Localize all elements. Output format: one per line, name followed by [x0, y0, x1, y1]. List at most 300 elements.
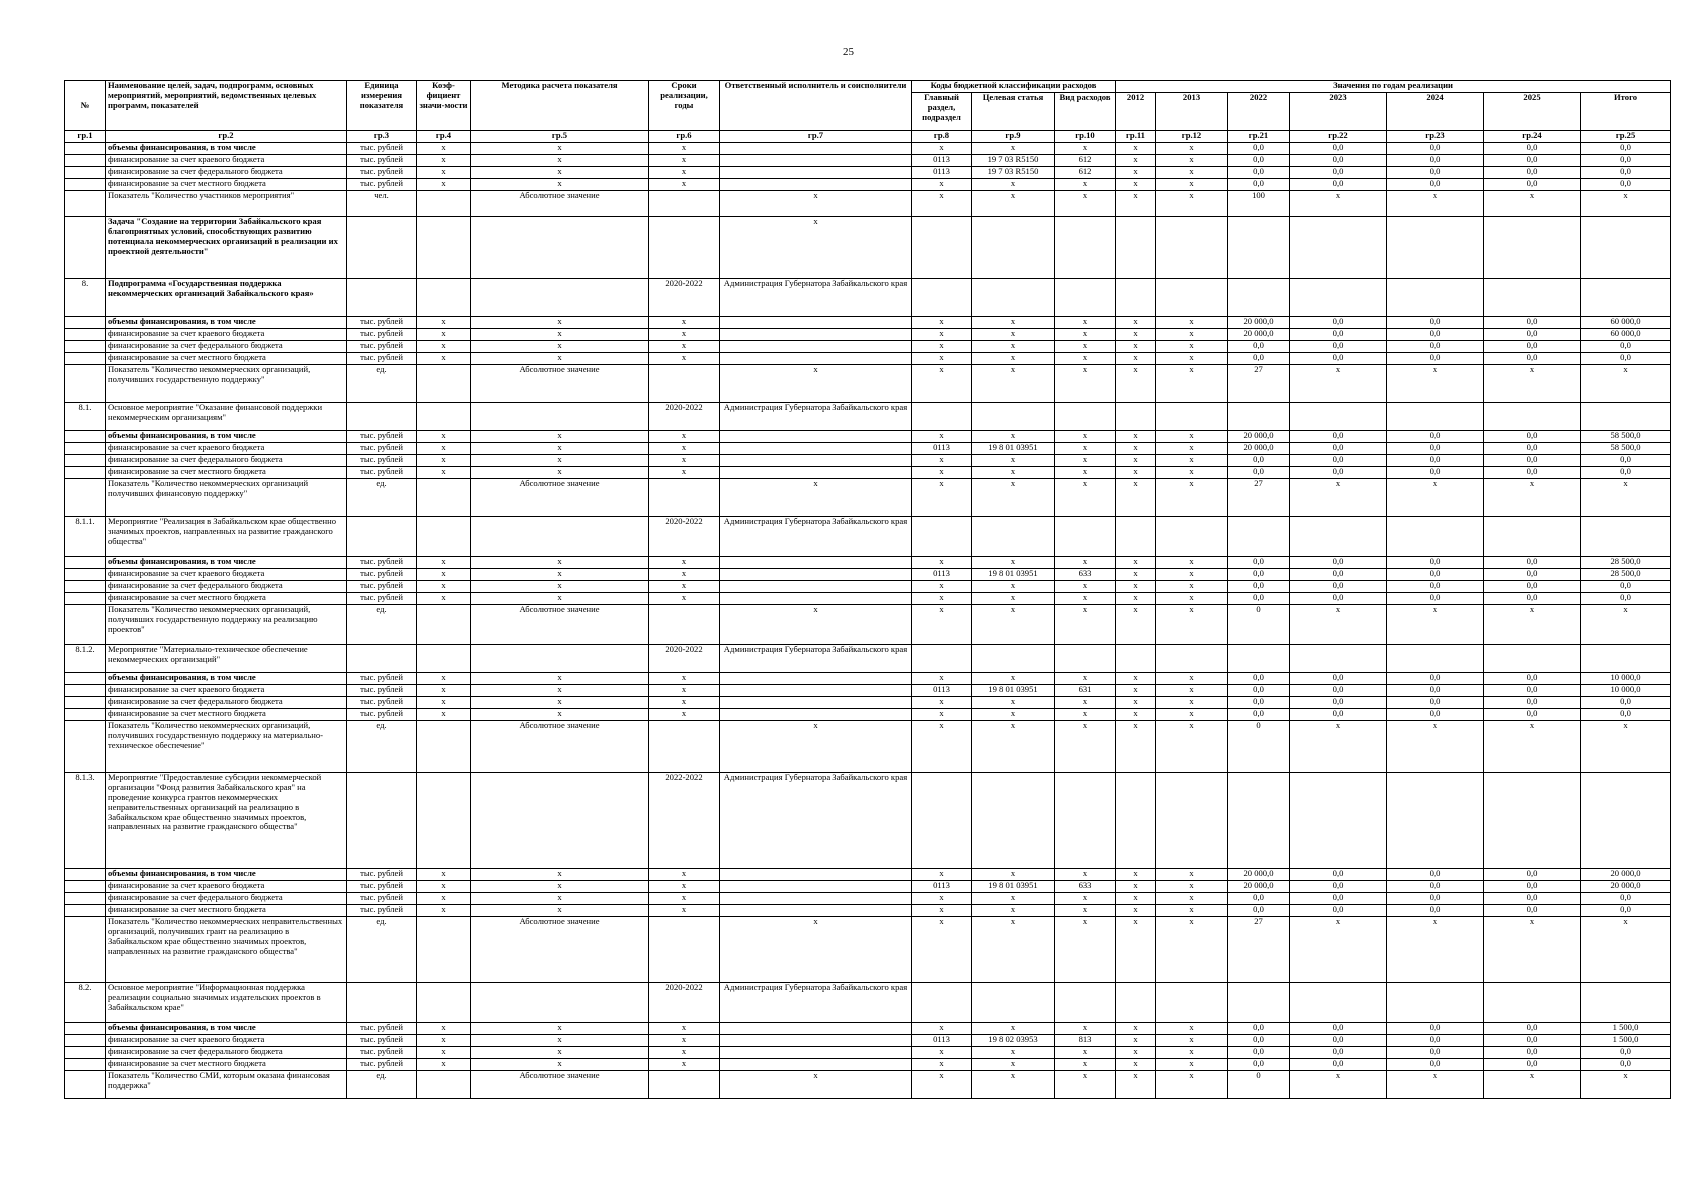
table-cell: x [1116, 353, 1156, 365]
table-cell: x [649, 581, 720, 593]
table-cell: x [1156, 869, 1228, 881]
table-cell [720, 155, 912, 167]
table-cell: x [1156, 479, 1228, 517]
row-name-cell: объемы финансирования, в том числе [106, 143, 347, 155]
table-cell: x [1156, 581, 1228, 593]
table-cell [649, 191, 720, 217]
table-cell: x [1055, 365, 1116, 403]
table-cell: 27 [1228, 479, 1290, 517]
table-cell [720, 455, 912, 467]
table-cell: 0,0 [1387, 697, 1484, 709]
table-cell: x [417, 443, 471, 455]
table-cell: 0,0 [1484, 143, 1581, 155]
table-cell: x [972, 1059, 1055, 1071]
table-cell: x [1055, 673, 1116, 685]
table-cell: 0,0 [1290, 709, 1387, 721]
row-name-cell: Задача "Создание на территории Забайкальского края благоприятных условий, способствующих развитию потенциала некоммерческих организаций в реализации их проектной деятельности" [106, 217, 347, 279]
row-name-cell: Показатель "Количество участников мероприятия" [106, 191, 347, 217]
table-cell: Абсолютное значение [471, 191, 649, 217]
table-cell: 0,0 [1484, 709, 1581, 721]
table-cell: 0,0 [1484, 443, 1581, 455]
table-cell: 0,0 [1484, 341, 1581, 353]
table-cell: 2020-2022 [649, 517, 720, 557]
table-cell [347, 773, 417, 869]
column-number-cell: гр.24 [1484, 131, 1581, 143]
table-cell: x [1387, 721, 1484, 773]
table-cell: x [1156, 353, 1228, 365]
table-cell [912, 279, 972, 317]
row-name-cell: финансирование за счет краевого бюджета [106, 569, 347, 581]
table-cell: x [649, 709, 720, 721]
table-cell: x [471, 467, 649, 479]
table-row [65, 721, 1671, 773]
table-cell: x [1484, 191, 1581, 217]
table-cell: тыс. рублей [347, 143, 417, 155]
table-cell [912, 773, 972, 869]
table-cell: 0,0 [1290, 1023, 1387, 1035]
table-cell: 0113 [912, 167, 972, 179]
table-cell: x [1387, 191, 1484, 217]
table-cell: 20 000,0 [1228, 329, 1290, 341]
table-cell: x [1484, 365, 1581, 403]
table-row [65, 167, 1671, 179]
table-cell: x [1116, 721, 1156, 773]
table-cell: x [1055, 455, 1116, 467]
table-cell: 0,0 [1228, 155, 1290, 167]
table-cell: 0,0 [1484, 155, 1581, 167]
table-cell: x [417, 179, 471, 191]
table-cell [417, 517, 471, 557]
table-cell [1290, 403, 1387, 431]
table-cell: x [972, 317, 1055, 329]
table-cell [1055, 217, 1116, 279]
row-name-cell: Основное мероприятие "Оказание финансовой поддержки некоммерческим организациям" [106, 403, 347, 431]
table-cell: тыс. рублей [347, 1047, 417, 1059]
table-cell: 20 000,0 [1228, 443, 1290, 455]
table-row [65, 341, 1671, 353]
table-cell: x [1116, 569, 1156, 581]
table-body [65, 131, 1671, 1099]
table-cell: ед. [347, 1071, 417, 1099]
header-expense-type: Вид расходов [1055, 93, 1116, 131]
table-cell: Администрация Губернатора Забайкальского края [720, 279, 912, 317]
table-cell: 19 8 01 03951 [972, 443, 1055, 455]
table-cell: x [1156, 191, 1228, 217]
table-cell: x [720, 605, 912, 645]
table-row [65, 557, 1671, 569]
table-cell: x [1116, 605, 1156, 645]
table-cell [1228, 983, 1290, 1023]
table-row [65, 697, 1671, 709]
table-cell [649, 917, 720, 983]
table-cell: x [1116, 467, 1156, 479]
table-cell: x [1156, 467, 1228, 479]
table-cell: 0,0 [1387, 1023, 1484, 1035]
table-cell: x [912, 721, 972, 773]
table-cell: 0,0 [1228, 893, 1290, 905]
table-cell: 0,0 [1387, 143, 1484, 155]
table-cell: 0,0 [1581, 167, 1671, 179]
table-cell: 2020-2022 [649, 279, 720, 317]
table-cell: x [1156, 881, 1228, 893]
table-cell: Администрация Губернатора Забайкальского края [720, 403, 912, 431]
table-cell: 0,0 [1484, 869, 1581, 881]
row-number-cell: 8.1.1. [65, 517, 106, 557]
table-cell: x [972, 431, 1055, 443]
table-row [65, 155, 1671, 167]
table-cell: тыс. рублей [347, 697, 417, 709]
table-cell: x [720, 365, 912, 403]
table-cell [417, 721, 471, 773]
table-cell [1290, 517, 1387, 557]
row-name-cell: финансирование за счет местного бюджета [106, 709, 347, 721]
table-cell: x [417, 893, 471, 905]
table-cell [1484, 517, 1581, 557]
table-cell: x [1581, 1071, 1671, 1099]
table-cell: x [972, 467, 1055, 479]
table-cell [972, 645, 1055, 673]
row-number-cell [65, 479, 106, 517]
table-cell [912, 983, 972, 1023]
table-cell: x [417, 467, 471, 479]
table-cell: 0,0 [1484, 569, 1581, 581]
table-cell: 0113 [912, 685, 972, 697]
table-cell: x [972, 329, 1055, 341]
table-cell [471, 645, 649, 673]
row-number-cell [65, 697, 106, 709]
table-row [65, 1023, 1671, 1035]
table-cell: x [649, 431, 720, 443]
table-cell: x [972, 709, 1055, 721]
table-cell: x [649, 593, 720, 605]
table-cell: x [912, 557, 972, 569]
table-cell: x [471, 317, 649, 329]
table-cell: x [471, 431, 649, 443]
table-cell: x [1156, 1047, 1228, 1059]
table-cell: x [972, 905, 1055, 917]
table-cell: x [1055, 341, 1116, 353]
table-cell: x [1387, 605, 1484, 645]
row-name-cell: финансирование за счет местного бюджета [106, 593, 347, 605]
table-cell [1055, 773, 1116, 869]
table-cell: x [417, 353, 471, 365]
table-cell: x [1387, 1071, 1484, 1099]
table-cell: 0,0 [1387, 709, 1484, 721]
table-cell: x [1156, 685, 1228, 697]
table-cell [1387, 403, 1484, 431]
row-name-cell: Показатель "Количество некоммерческих организаций, получивших государственную поддержку на реализацию проектов" [106, 605, 347, 645]
row-name-cell: объемы финансирования, в том числе [106, 673, 347, 685]
table-cell: x [912, 431, 972, 443]
table-cell [1228, 403, 1290, 431]
table-cell: x [1055, 697, 1116, 709]
table-row [65, 431, 1671, 443]
row-number-cell [65, 581, 106, 593]
table-cell: тыс. рублей [347, 569, 417, 581]
table-cell: x [417, 881, 471, 893]
table-cell [1156, 217, 1228, 279]
table-cell: 0,0 [1484, 581, 1581, 593]
table-cell [720, 881, 912, 893]
table-cell: x [1116, 479, 1156, 517]
table-cell: x [1290, 721, 1387, 773]
table-cell: x [972, 605, 1055, 645]
table-cell: 0,0 [1581, 467, 1671, 479]
table-cell: x [972, 365, 1055, 403]
table-cell: x [1116, 581, 1156, 593]
table-cell [417, 917, 471, 983]
table-cell: 10 000,0 [1581, 673, 1671, 685]
table-cell: 633 [1055, 569, 1116, 581]
table-cell: x [417, 329, 471, 341]
table-cell: x [972, 455, 1055, 467]
table-cell: x [417, 1035, 471, 1047]
table-cell: x [1055, 557, 1116, 569]
table-cell: 2020-2022 [649, 983, 720, 1023]
table-cell: 0,0 [1581, 179, 1671, 191]
table-cell: 0,0 [1387, 341, 1484, 353]
table-row [65, 217, 1671, 279]
table-cell [1290, 645, 1387, 673]
table-cell: 0,0 [1387, 1047, 1484, 1059]
header-year-2012: 2012 [1116, 93, 1156, 131]
table-cell: x [649, 1035, 720, 1047]
table-cell: 0,0 [1484, 905, 1581, 917]
column-number-cell: гр.7 [720, 131, 912, 143]
table-cell: x [1290, 605, 1387, 645]
column-number-cell: гр.3 [347, 131, 417, 143]
table-cell: x [720, 721, 912, 773]
table-cell [720, 1059, 912, 1071]
table-cell: 2020-2022 [649, 403, 720, 431]
table-cell [471, 773, 649, 869]
table-cell: x [1055, 1047, 1116, 1059]
table-cell: 0,0 [1581, 341, 1671, 353]
table-cell: 0,0 [1581, 155, 1671, 167]
table-cell [417, 773, 471, 869]
table-cell: x [417, 317, 471, 329]
table-cell: x [1484, 1071, 1581, 1099]
column-number-cell: гр.23 [1387, 131, 1484, 143]
table-cell [649, 217, 720, 279]
row-name-cell: финансирование за счет федерального бюджета [106, 341, 347, 353]
table-cell: 0,0 [1290, 685, 1387, 697]
header-year-2013: 2013 [1156, 93, 1228, 131]
table-cell: x [1156, 443, 1228, 455]
row-name-cell: объемы финансирования, в том числе [106, 317, 347, 329]
table-cell [347, 517, 417, 557]
table-cell: 2022-2022 [649, 773, 720, 869]
row-name-cell: Показатель "Количество СМИ, которым оказана финансовая поддержка" [106, 1071, 347, 1099]
table-cell: тыс. рублей [347, 869, 417, 881]
table-cell: x [1055, 431, 1116, 443]
table-cell: 0 [1228, 1071, 1290, 1099]
table-cell: x [649, 905, 720, 917]
table-cell: x [1116, 1047, 1156, 1059]
table-cell: x [1055, 593, 1116, 605]
table-cell [720, 697, 912, 709]
table-cell [972, 279, 1055, 317]
table-cell: чел. [347, 191, 417, 217]
table-cell: x [1116, 1035, 1156, 1047]
table-cell: x [649, 443, 720, 455]
table-cell [1228, 279, 1290, 317]
table-cell: x [1156, 455, 1228, 467]
row-name-cell: объемы финансирования, в том числе [106, 869, 347, 881]
table-cell: 0113 [912, 443, 972, 455]
table-cell: x [1055, 191, 1116, 217]
table-cell: x [649, 179, 720, 191]
table-cell: 0,0 [1290, 317, 1387, 329]
row-name-cell: финансирование за счет местного бюджета [106, 467, 347, 479]
table-cell: x [1116, 709, 1156, 721]
table-cell: 0,0 [1290, 1035, 1387, 1047]
table-cell [720, 905, 912, 917]
table-cell [1387, 645, 1484, 673]
table-cell [1228, 773, 1290, 869]
row-number-cell [65, 881, 106, 893]
table-cell: Администрация Губернатора Забайкальского края [720, 983, 912, 1023]
table-row [65, 467, 1671, 479]
table-cell: x [1055, 143, 1116, 155]
table-cell [471, 403, 649, 431]
row-number-cell [65, 1071, 106, 1099]
table-cell [1581, 279, 1671, 317]
table-cell: x [720, 1071, 912, 1099]
table-cell [1055, 645, 1116, 673]
table-cell: x [912, 479, 972, 517]
row-number-cell [65, 467, 106, 479]
table-cell: 0,0 [1228, 455, 1290, 467]
table-cell [1116, 217, 1156, 279]
table-cell: x [1116, 341, 1156, 353]
table-cell: 0,0 [1484, 593, 1581, 605]
table-cell [1055, 517, 1116, 557]
table-cell: 0,0 [1290, 443, 1387, 455]
table-cell [1581, 645, 1671, 673]
row-name-cell: Показатель "Количество некоммерческих организаций, получивших государственную поддержку" [106, 365, 347, 403]
table-cell: x [1116, 179, 1156, 191]
table-cell [912, 403, 972, 431]
table-cell: x [649, 143, 720, 155]
table-cell: тыс. рублей [347, 905, 417, 917]
table-cell: тыс. рублей [347, 353, 417, 365]
table-cell: x [471, 341, 649, 353]
table-cell [1581, 217, 1671, 279]
table-cell: x [1055, 869, 1116, 881]
header-unit: Единица измерения показателя [347, 81, 417, 131]
table-cell [720, 593, 912, 605]
table-cell: x [972, 869, 1055, 881]
table-cell: x [1116, 685, 1156, 697]
row-name-cell: Подпрограмма «Государственная поддержка некоммерческих организаций Забайкальского края» [106, 279, 347, 317]
table-cell [417, 191, 471, 217]
table-cell [1484, 279, 1581, 317]
table-cell: x [912, 673, 972, 685]
table-row [65, 709, 1671, 721]
table-cell: 0,0 [1387, 1035, 1484, 1047]
table-cell [1055, 983, 1116, 1023]
table-cell: x [1156, 605, 1228, 645]
table-cell: x [1116, 143, 1156, 155]
table-row [65, 569, 1671, 581]
table-cell: x [1055, 917, 1116, 983]
row-name-cell: Показатель "Количество некоммерческих неправительственных организаций, получивших грант на реализацию в Забайкальском крае общественно значимых проектов, направленных на развитие гражданского общества" [106, 917, 347, 983]
table-cell: 1 500,0 [1581, 1035, 1671, 1047]
table-cell [912, 645, 972, 673]
column-number-cell: гр.11 [1116, 131, 1156, 143]
table-cell: x [1156, 365, 1228, 403]
row-name-cell: финансирование за счет федерального бюджета [106, 697, 347, 709]
table-cell: 19 8 02 03953 [972, 1035, 1055, 1047]
table-cell: x [1116, 917, 1156, 983]
table-cell: 0,0 [1484, 329, 1581, 341]
table-cell: x [471, 697, 649, 709]
table-cell: 612 [1055, 155, 1116, 167]
table-cell: x [1055, 479, 1116, 517]
table-cell: тыс. рублей [347, 557, 417, 569]
table-cell: x [471, 593, 649, 605]
table-cell [720, 329, 912, 341]
table-cell: x [471, 353, 649, 365]
table-cell: 0113 [912, 881, 972, 893]
row-name-cell: объемы финансирования, в том числе [106, 1023, 347, 1035]
table-cell [649, 479, 720, 517]
table-cell: x [417, 569, 471, 581]
column-number-cell: гр.4 [417, 131, 471, 143]
table-cell [720, 317, 912, 329]
table-cell: x [649, 1047, 720, 1059]
table-cell: x [1116, 593, 1156, 605]
table-cell: 0,0 [1290, 467, 1387, 479]
table-cell [1484, 983, 1581, 1023]
table-cell: x [471, 685, 649, 697]
table-cell: 0,0 [1581, 905, 1671, 917]
table-cell [912, 517, 972, 557]
table-cell: тыс. рублей [347, 341, 417, 353]
table-cell: x [1116, 329, 1156, 341]
table-row [65, 403, 1671, 431]
table-cell: x [1116, 1059, 1156, 1071]
table-cell: 0,0 [1228, 1023, 1290, 1035]
table-cell: x [912, 143, 972, 155]
row-name-cell: финансирование за счет местного бюджета [106, 353, 347, 365]
table-row [65, 279, 1671, 317]
table-cell: x [1116, 365, 1156, 403]
table-cell: x [1055, 581, 1116, 593]
table-cell: x [471, 709, 649, 721]
page-number: 25 [843, 46, 854, 58]
table-cell: x [417, 455, 471, 467]
table-cell [720, 467, 912, 479]
table-cell: x [912, 709, 972, 721]
table-cell: 0,0 [1290, 593, 1387, 605]
table-cell: x [471, 557, 649, 569]
row-number-cell [65, 673, 106, 685]
table-cell: 612 [1055, 167, 1116, 179]
table-cell [1055, 403, 1116, 431]
table-cell: 0,0 [1387, 329, 1484, 341]
table-cell [1290, 773, 1387, 869]
table-cell: 0,0 [1387, 593, 1484, 605]
table-cell: x [471, 569, 649, 581]
table-cell: x [1116, 191, 1156, 217]
table-cell: x [1116, 881, 1156, 893]
table-row [65, 1059, 1671, 1071]
column-number-row [65, 131, 1671, 143]
table-cell [1116, 403, 1156, 431]
table-cell: x [1116, 1023, 1156, 1035]
